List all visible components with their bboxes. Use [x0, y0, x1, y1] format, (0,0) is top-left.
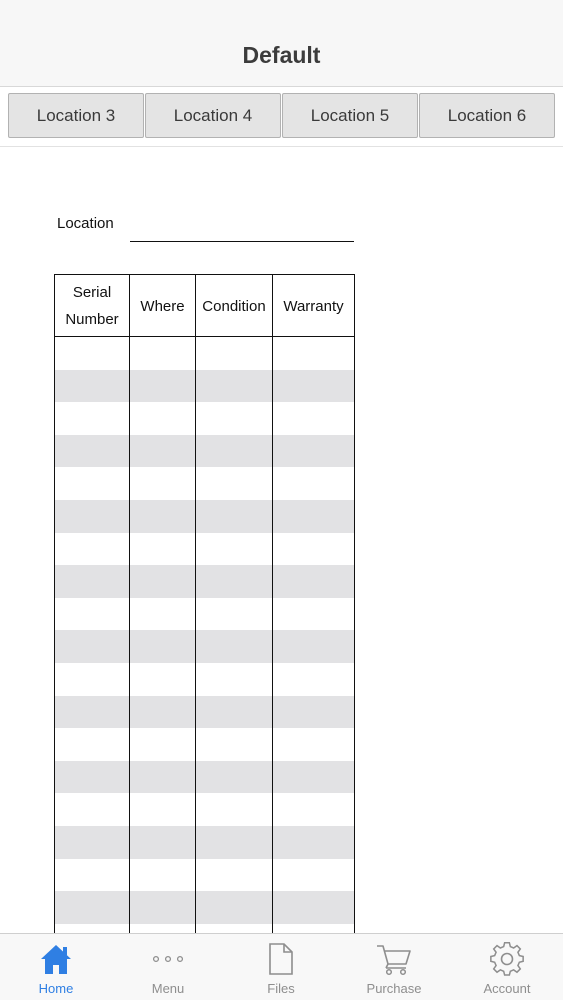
tabbar-label-files: Files — [267, 981, 295, 996]
table-row[interactable] — [55, 696, 354, 729]
home-icon — [39, 943, 73, 975]
table-row[interactable] — [55, 402, 354, 435]
table-row[interactable] — [55, 859, 354, 892]
more-dots-icon — [151, 943, 185, 975]
location-input[interactable] — [130, 214, 354, 242]
location-label: Location — [57, 215, 114, 232]
table-body — [55, 337, 354, 974]
tabbar-item-home[interactable] — [0, 934, 112, 1000]
navigation-bar — [0, 0, 563, 87]
table-row[interactable] — [55, 565, 354, 598]
location-tab-6[interactable]: Location 6 — [419, 93, 555, 138]
column-divider — [129, 275, 131, 974]
location-tab-3[interactable]: Location 3 — [8, 93, 144, 138]
page-title: Default — [242, 42, 321, 68]
tabbar-item-account[interactable] — [451, 934, 563, 1000]
table-row[interactable] — [55, 728, 354, 761]
table-row[interactable] — [55, 500, 354, 533]
tabbar-label-home: Home — [38, 981, 74, 996]
header-condition: Condition — [202, 297, 266, 315]
header-warranty: Warranty — [283, 297, 344, 315]
table-row[interactable] — [55, 370, 354, 403]
gear-icon — [489, 941, 525, 977]
table-row[interactable] — [55, 598, 354, 631]
document-icon — [266, 942, 296, 976]
column-divider — [272, 275, 274, 974]
tabbar-label-account: Account — [483, 981, 531, 996]
table-row[interactable] — [55, 337, 354, 370]
table-row[interactable] — [55, 435, 354, 468]
tabbar-item-purchase[interactable] — [338, 934, 450, 1000]
table-row[interactable] — [55, 467, 354, 500]
tabbar-item-menu[interactable] — [112, 934, 224, 1000]
column-divider — [195, 275, 197, 974]
table-header — [55, 275, 354, 337]
table-row[interactable] — [55, 630, 354, 663]
bottom-tab-bar — [0, 933, 563, 1000]
table-row[interactable] — [55, 533, 354, 566]
header-serial-line1: Serial — [72, 284, 112, 301]
inventory-table — [54, 274, 355, 974]
tabbar-label-purchase: Purchase — [366, 981, 422, 996]
header-serial-number — [55, 275, 129, 337]
table-row[interactable] — [55, 891, 354, 924]
location-tab-4[interactable]: Location 4 — [145, 93, 281, 138]
table-row[interactable] — [55, 826, 354, 859]
table-row[interactable] — [55, 663, 354, 696]
table-row[interactable] — [55, 761, 354, 794]
cart-icon — [375, 942, 413, 976]
tabbar-label-menu: Menu — [151, 981, 185, 996]
location-tab-strip — [0, 87, 563, 147]
header-where: Where — [140, 297, 185, 315]
table-row[interactable] — [55, 793, 354, 826]
tabbar-item-files[interactable] — [225, 934, 337, 1000]
location-tab-5[interactable]: Location 5 — [282, 93, 418, 138]
header-serial-line2: Number — [65, 311, 119, 328]
